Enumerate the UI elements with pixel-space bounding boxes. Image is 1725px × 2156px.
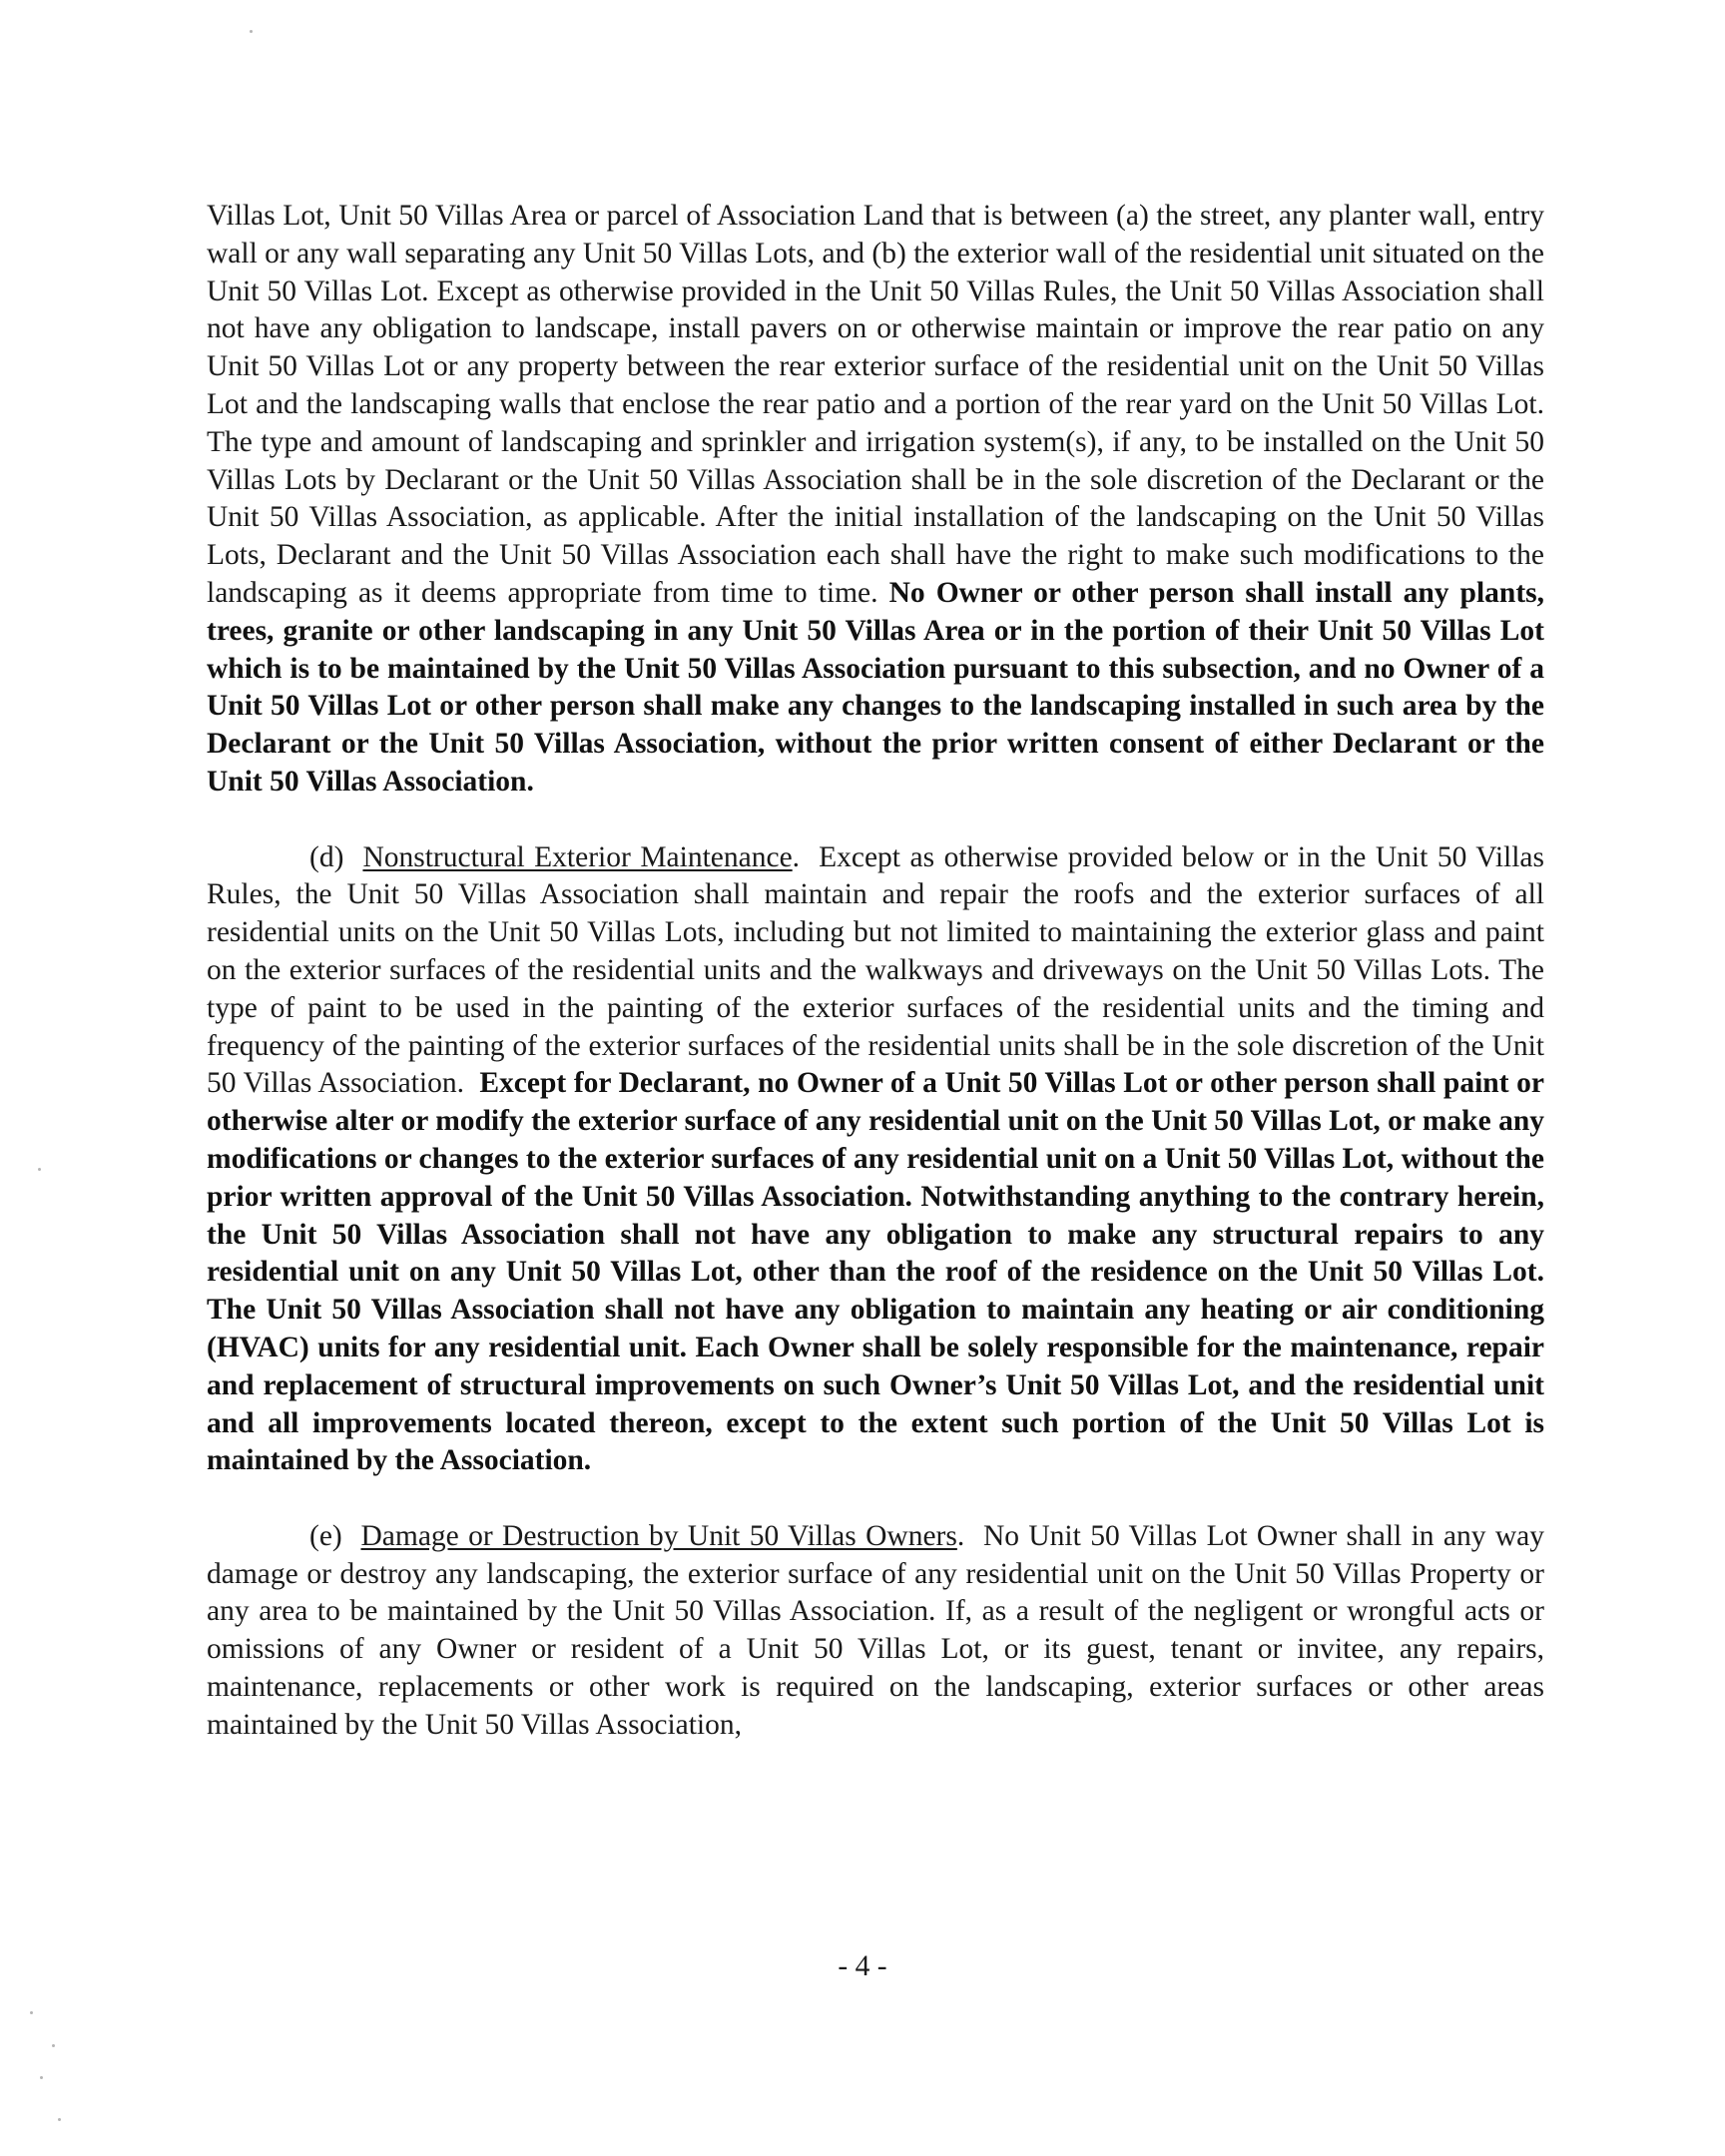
scan-speck [40, 2076, 43, 2079]
scan-speck [58, 2118, 61, 2121]
scan-speck [52, 2044, 55, 2047]
scan-speck [250, 30, 253, 33]
scan-speck [30, 2011, 33, 2014]
paragraph-c-bold-text: No Owner or other person shall install any plants, trees, granite or other landscaping in any Unit 50 Villas Area or in the portion of their Unit 50 Villas Lot which is to be maintained by the Unit 50 Villas Association pursuant to this subsection, and no Owner of a Unit 50 Villas Lot or other person shall make any changes to the landscaping installed in such area by the Declarant or the Unit 50 Villas Association, without the prior written consent of either Declarant or the Unit 50 Villas Association. [207, 576, 1544, 798]
paragraph-c-text: Villas Lot, Unit 50 Villas Area or parcel of Association Land that is between (a) the street, any planter wall, entry wall or any wall separating any Unit 50 Villas Lots, and (b) the exterior wall of the residential unit situated on the Unit 50 Villas Lot. Except as otherwise provided in the Unit 50 Villas Rules, the Unit 50 Villas Association shall not have any obligation to landscape, install pavers on or otherwise maintain or improve the rear patio on any Unit 50 Villas Lot or any property between the rear exterior surface of the residential unit on the Unit 50 Villas Lot and the landscaping walls that enclose the rear patio and a portion of the rear yard on the Unit 50 Villas Lot. The type and amount of landscaping and sprinkler and irrigation system(s), if any, to be installed on the Unit 50 Villas Lots by Declarant or the Unit 50 Villas Association shall be in the sole discretion of the Declarant or the Unit 50 Villas Association, as applicable. After the initial installation of the landscaping on the Unit 50 Villas Lots, Declarant and the Unit 50 Villas Association each shall have the right to make such modifications to the landscaping as it deems appropriate from time to time. [207, 200, 1544, 609]
scan-speck [38, 1168, 41, 1171]
paragraph-c-continued [207, 198, 1544, 802]
paragraph-e-heading: Damage or Destruction by Unit 50 Villas Owners [360, 1519, 957, 1552]
paragraph-e-text: No Unit 50 Villas Lot Owner shall in any way damage or destroy any landscaping, the exterior surface of any residential unit on the Unit 50 Villas Property or any area to be maintained by the Unit 50 Villas Association. If, as a result of the negligent or wrongful acts or omissions of any Owner or resident of a Unit 50 Villas Lot, or its guest, tenant or invitee, any repairs, maintenance, replacements or other work is required on the landscaping, exterior surfaces or other areas maintained by the Unit 50 Villas Association, [207, 1519, 1545, 1741]
paragraph-d-text: Except as otherwise provided below or in the Unit 50 Villas Rules, the Unit 50 Villas Association shall maintain and repair the roofs and the exterior surfaces of all residential units on the Unit 50 Villas Lots, including but not limited to maintaining the exterior glass and paint on the exterior surfaces of the residential units and the walkways and driveways on the Unit 50 Villas Lots. The type of paint to be used in the painting of the exterior surfaces of the residential units and the timing and frequency of the painting of the exterior surfaces of the residential units shall be in the sole discretion of the Unit 50 Villas Association. [207, 840, 1545, 1100]
paragraph-d-label: (d) [309, 840, 344, 873]
document-body [207, 198, 1544, 1745]
paragraph-d-bold-text: Except for Declarant, no Owner of a Unit 50 Villas Lot or other person shall paint or otherwise alter or modify the exterior surface of any residential unit on the Unit 50 Villas Lot, or make any modifications or changes to the exterior surfaces of any residential unit on a Unit 50 Villas Lot, without the prior written approval of the Unit 50 Villas Association. Notwithstanding anything to the contrary herein, the Unit 50 Villas Association shall not have any obligation to make any structural repairs to any residential unit on any Unit 50 Villas Lot, other than the roof of the residence on the Unit 50 Villas Lot. The Unit 50 Villas Association shall not have any obligation to maintain any heating or air conditioning (HVAC) units for any residential unit. Each Owner shall be solely responsible for the maintenance, repair and replacement of structural improvements on such Owner’s Unit 50 Villas Lot, and the residential unit and all improvements located thereon, except to the extent such portion of the Unit 50 Villas Lot is maintained by the Association. [207, 1067, 1545, 1477]
paragraph-d-heading: Nonstructural Exterior Maintenance [362, 840, 793, 873]
paragraph-d: (d) Nonstructural Exterior Maintenance. Except as otherwise provided below or in the Unit 50 Villas Rules, the Unit 50 Villas Association shall maintain and repair the roofs and the exterior surfaces of all residential units on the Unit 50 Villas Lots, including but not limited to maintaining the exterior glass and paint on the exterior surfaces of the residential units and the walkways and driveways on the Unit 50 Villas Lots. The type of paint to be used in the painting of the exterior surfaces of the residential units and the timing and frequency of the painting of the exterior surfaces of the residential units shall be in the sole discretion of the Unit 50 Villas Association. Except for Declarant, no Owner of a Unit 50 Villas Lot or other person shall paint or otherwise alter or modify the exterior surface of any residential unit on the Unit 50 Villas Lot, or make any modifications or changes to the exterior surfaces of any residential unit on a Unit 50 Villas Lot, without the prior written approval of the Unit 50 Villas Association. Notwithstanding anything to the contrary herein, the Unit 50 Villas Association shall not have any obligation to make any structural repairs to any residential unit on any Unit 50 Villas Lot, other than the roof of the residence on the Unit 50 Villas Lot. The Unit 50 Villas Association shall not have any obligation to maintain any heating or air conditioning (HVAC) units for any residential unit. Each Owner shall be solely responsible for the maintenance, repair and replacement of structural improvements on such Owner’s Unit 50 Villas Lot, and the residential unit and all improvements located thereon, except to the extent such portion of the Unit 50 Villas Lot is maintained by the Association. [207, 840, 1545, 1477]
paragraph-e-label: (e) [309, 1519, 342, 1552]
page-number: - 4 - [838, 1950, 887, 1982]
paragraph-e: (e) Damage or Destruction by Unit 50 Villas Owners. No Unit 50 Villas Lot Owner shall in any way damage or destroy any landscaping, the exterior surface of any residential unit on the Unit 50 Villas Property or any area to be maintained by the Unit 50 Villas Association. If, as a result of the negligent or wrongful acts or omissions of any Owner or resident of a Unit 50 Villas Lot, or its guest, tenant or invitee, any repairs, maintenance, replacements or other work is required on the landscaping, exterior surfaces or other areas maintained by the Unit 50 Villas Association, [207, 1519, 1545, 1741]
